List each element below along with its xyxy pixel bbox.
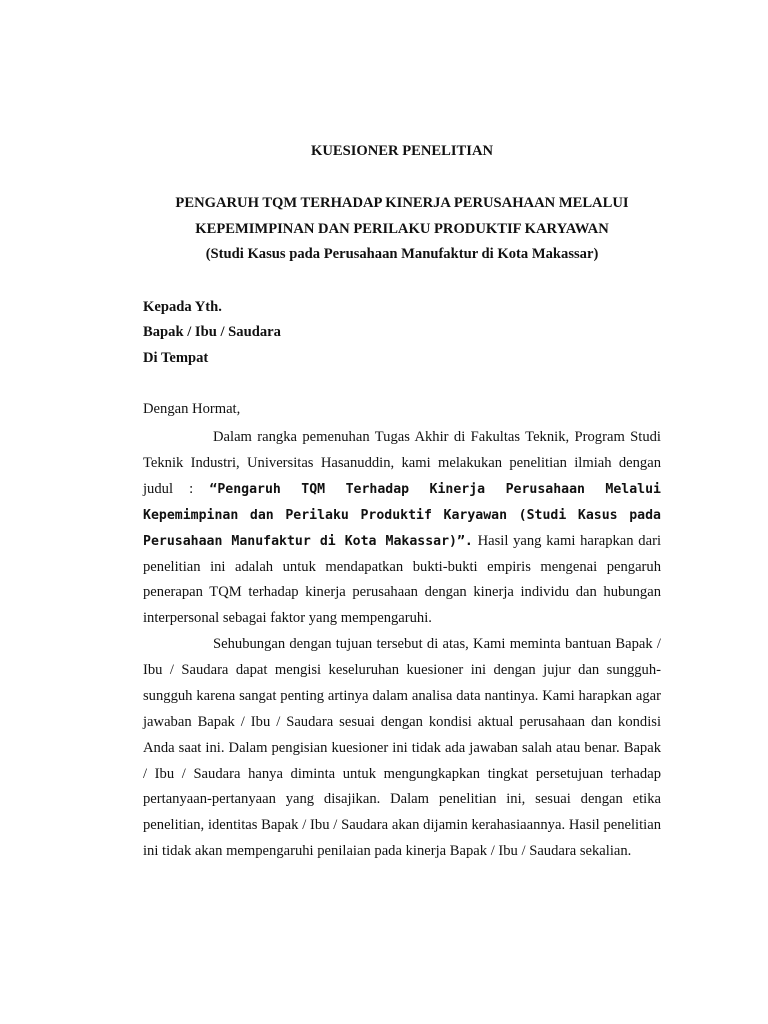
recipient-line-2: Bapak / Ibu / Saudara [143, 324, 281, 340]
title-line-2: KEPEMIMPINAN DAN PERILAKU PRODUKTIF KARYAWAN [195, 221, 609, 237]
paragraph-2: Sehubungan dengan tujuan tersebut di atas, Kami meminta bantuan Bapak / Ibu / Saudara dapat mengisi keseluruhan kuesioner ini dengan jujur dan sungguh-sungguh karena sangat penting artinya dalam analisa data nantinya. Kami harapkan agar jawaban Bapak / Ibu / Saudara sesuai dengan kondisi aktual perusahaan dan kondisi Anda saat ini. Dalam pengisian kuesioner ini tidak ada jawaban salah atau benar. Bapak / Ibu / Saudara hanya diminta untuk mengungkapkan tingkat persetujuan terhadap pertanyaan-pertanyaan yang disajikan. Dalam penelitian ini, sesuai dengan etika penelitian, identitas Bapak / Ibu / Saudara akan dijamin kerahasiaannya. Hasil penelitian ini tidak akan mempengaruhi penilaian pada kinerja Bapak / Ibu / Saudara sekalian. [143, 636, 661, 860]
title-line-1: PENGARUH TQM TERHADAP KINERJA PERUSAHAAN MELALUI [175, 195, 629, 211]
page-content [143, 0, 661, 1024]
paragraph-1-intro: Dalam rangka pemenuhan Tugas Akhir di Fakultas Teknik, Program Studi Teknik Industri, Universitas Hasanuddin, kami melakukan penelitian ilmiah dengan judul : [143, 429, 661, 497]
recipient-line-3: Di Tempat [143, 350, 209, 366]
paragraph-1-rest: Hasil yang kami harapkan dari penelitian ini adalah untuk mendapatkan bukti-bukti empiris mengenai pengaruh penerapan TQM terhadap kinerja perusahaan dengan kinerja individu dan hubungan interpersonal sebagai faktor yang mempengaruhi. [143, 532, 661, 627]
document-heading: KUESIONER PENELITIAN [310, 143, 494, 159]
paragraph-1-quoted-title: “Pengaruh TQM Terhadap Kinerja Perusahaan Melalui Kepemimpinan dan Perilaku Produktif Karyawan (Studi Kasus pada Perusahaan Manufaktur di Kota Makassar)”. [143, 481, 661, 549]
title-subtitle: (Studi Kasus pada Perusahaan Manufaktur di Kota Makassar) [205, 246, 599, 262]
salutation: Dengan Hormat, [143, 401, 241, 417]
recipient-line-1: Kepada Yth. [143, 299, 222, 315]
paragraph-1 [143, 425, 661, 632]
